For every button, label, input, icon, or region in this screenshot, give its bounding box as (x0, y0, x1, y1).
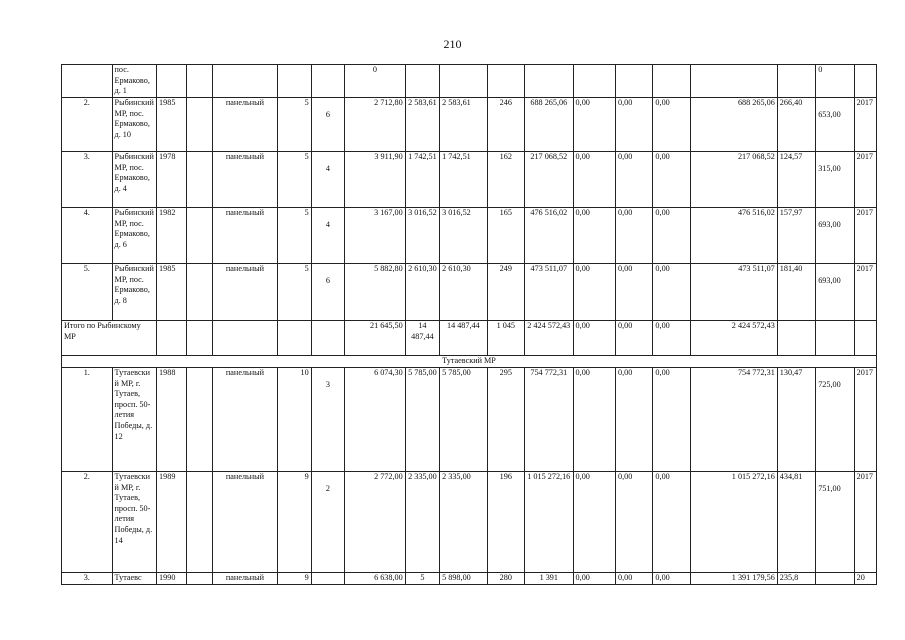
table-cell: 3 (311, 368, 344, 472)
table-cell: 2 335,00 (440, 472, 488, 573)
table-cell: 2017 (854, 264, 876, 321)
table-cell: 2017 (854, 98, 876, 152)
table-cell (525, 65, 574, 98)
table-cell (854, 65, 876, 98)
table-cell: 181,40 (777, 264, 815, 321)
table-cell: 4 (311, 208, 344, 264)
table-cell: 0,00 (616, 98, 653, 152)
table-cell: 0,00 (616, 208, 653, 264)
table-cell: панельный (212, 98, 278, 152)
table-cell: 235,8 (777, 573, 815, 585)
table-cell: 0,00 (653, 573, 690, 585)
table-cell: 0,00 (573, 208, 615, 264)
table-cell: 6 074,30 (345, 368, 406, 472)
table-cell: 688 265,06 (690, 98, 777, 152)
share-cell: 0 (345, 65, 406, 98)
table-cell (405, 65, 439, 98)
table-row (62, 65, 877, 98)
table-cell: 1 045 (487, 321, 524, 356)
table-cell: 653,00 (816, 98, 854, 152)
table-cell: 688 265,06 (525, 98, 574, 152)
table-cell: 5 785,00 (405, 368, 439, 472)
table-cell: 196 (487, 472, 524, 573)
table-cell: панельный (212, 208, 278, 264)
table-cell: панельный (212, 264, 278, 321)
table-cell: 2017 (854, 368, 876, 472)
table-cell (573, 65, 615, 98)
table-cell: 1988 (157, 368, 187, 472)
table-cell (278, 321, 311, 356)
table-cell: 1990 (157, 573, 187, 585)
table-cell: 3 167,00 (345, 208, 406, 264)
table-cell: панельный (212, 368, 278, 472)
table-cell (157, 321, 187, 356)
table-cell: 0,00 (616, 321, 653, 356)
table-cell: Тутаевс (112, 573, 156, 585)
table-cell: 2 712,80 (345, 98, 406, 152)
table-cell (187, 573, 212, 585)
table-cell: 5 (278, 98, 311, 152)
total-row (62, 321, 877, 356)
table-cell: 295 (487, 368, 524, 472)
table-cell (62, 65, 113, 98)
section-header-row (62, 356, 877, 368)
table-cell: Рыбинский МР, пос. Ермаково, д. 8 (112, 264, 156, 321)
section-title: Тутаевский МР (62, 356, 877, 368)
table-cell: 0,00 (573, 321, 615, 356)
limit-cell: 0 (816, 65, 854, 98)
table-cell: 0,00 (653, 152, 690, 208)
table-cell (187, 368, 212, 472)
table-cell: 3. (62, 573, 113, 585)
table-cell (653, 65, 690, 98)
table-cell: 315,00 (816, 152, 854, 208)
table-cell: 14 487,44 (405, 321, 439, 356)
table-cell: панельный (212, 472, 278, 573)
table-cell: 1978 (157, 152, 187, 208)
table-cell: 0,00 (573, 573, 615, 585)
table-cell: 2 (311, 472, 344, 573)
table-cell (157, 65, 187, 98)
table-cell: 754 772,31 (525, 368, 574, 472)
table-cell: 20 (854, 573, 876, 585)
table-cell: 0,00 (653, 368, 690, 472)
table-cell: 2 610,30 (440, 264, 488, 321)
table-cell: 0,00 (653, 208, 690, 264)
table-cell: 0,00 (616, 152, 653, 208)
table-cell: 2 583,61 (440, 98, 488, 152)
table-row (62, 472, 877, 573)
table-cell (487, 65, 524, 98)
table-cell: 5 (278, 152, 311, 208)
table-cell: 1 391 179,56 (690, 573, 777, 585)
table-cell: 2 424 572,43 (690, 321, 777, 356)
table-cell: 1 742,51 (405, 152, 439, 208)
table-cell: 1982 (157, 208, 187, 264)
table-cell (311, 573, 344, 585)
table-cell (187, 208, 212, 264)
table-row (62, 98, 877, 152)
table-cell: 2 772,00 (345, 472, 406, 573)
table-cell: 0,00 (616, 264, 653, 321)
table-cell: 0,00 (573, 98, 615, 152)
table-cell: 1989 (157, 472, 187, 573)
table-cell: 725,00 (816, 368, 854, 472)
table-cell: 124,57 (777, 152, 815, 208)
table-cell: 5 (405, 573, 439, 585)
table-cell: 0,00 (616, 472, 653, 573)
table-cell: 751,00 (816, 472, 854, 573)
table-cell: 0,00 (616, 368, 653, 472)
table-cell: 476 516,02 (690, 208, 777, 264)
table-cell (311, 65, 344, 98)
table-cell: 246 (487, 98, 524, 152)
table-cell: Тутаевский МР, г. Тутаев, просп. 50-летия Победы, д. 12 (112, 368, 156, 472)
table-cell: 1 742,51 (440, 152, 488, 208)
table-cell: 0,00 (653, 98, 690, 152)
table-cell: 21 645,50 (345, 321, 406, 356)
table-cell: 2 335,00 (405, 472, 439, 573)
table-cell (777, 65, 815, 98)
table-row (62, 152, 877, 208)
table-row (62, 264, 877, 321)
table-cell: 2. (62, 472, 113, 573)
table-cell: 162 (487, 152, 524, 208)
table-cell: 1 391 (525, 573, 574, 585)
table-cell: 0,00 (616, 573, 653, 585)
table-row (62, 208, 877, 264)
table-cell: 217 068,52 (525, 152, 574, 208)
table-cell (616, 65, 653, 98)
table-cell: 476 516,02 (525, 208, 574, 264)
table-cell: 2017 (854, 152, 876, 208)
page-number: 210 (443, 37, 462, 51)
table-cell (816, 573, 854, 585)
table-cell: 0,00 (653, 264, 690, 321)
table-cell: 0,00 (573, 368, 615, 472)
table-cell: 14 487,44 (440, 321, 488, 356)
table-cell: 249 (487, 264, 524, 321)
table-cell: 130,47 (777, 368, 815, 472)
total-label: Итого по Рыбинскому МР (62, 321, 157, 356)
table-cell (187, 65, 212, 98)
table-cell: 165 (487, 208, 524, 264)
address-cell: пос. Ермаково, д. 1 (112, 65, 156, 98)
table-cell: 3 016,52 (440, 208, 488, 264)
table-cell: Рыбинский МР, пос. Ермаково, д. 10 (112, 98, 156, 152)
table-cell: 6 (311, 264, 344, 321)
table-cell: 5 785,00 (440, 368, 488, 472)
table-cell: 0,00 (573, 264, 615, 321)
table-cell: Рыбинский МР, пос. Ермаково, д. 4 (112, 152, 156, 208)
table-cell: 473 511,07 (525, 264, 574, 321)
table-cell (187, 98, 212, 152)
table-cell (212, 321, 278, 356)
table-cell: 2. (62, 98, 113, 152)
table-cell: 1. (62, 368, 113, 472)
table-cell (187, 152, 212, 208)
table-cell: 1 015 272,16 (690, 472, 777, 573)
table-cell (187, 321, 212, 356)
table-cell: 5 898,00 (440, 573, 488, 585)
table-cell (777, 321, 815, 356)
table-cell (311, 321, 344, 356)
table-cell: 9 (278, 573, 311, 585)
table-cell: 9 (278, 472, 311, 573)
table-cell: 1985 (157, 98, 187, 152)
table-cell: 5 (278, 208, 311, 264)
table-cell (278, 65, 311, 98)
table-row (62, 368, 877, 472)
table-cell: 10 (278, 368, 311, 472)
table-cell: 4 (311, 152, 344, 208)
table-cell: Тутаевский МР, г. Тутаев, просп. 50-летия Победы, д. 14 (112, 472, 156, 573)
table-cell: 6 (311, 98, 344, 152)
table-cell: 217 068,52 (690, 152, 777, 208)
table-cell: 157,97 (777, 208, 815, 264)
table-cell: панельный (212, 152, 278, 208)
table-cell: 5 (278, 264, 311, 321)
table-cell: 280 (487, 573, 524, 585)
table-cell (212, 65, 278, 98)
table-cell: 754 772,31 (690, 368, 777, 472)
table-cell (187, 472, 212, 573)
table-cell: 1985 (157, 264, 187, 321)
table-cell: 693,00 (816, 208, 854, 264)
table-cell (816, 321, 854, 356)
table-cell (187, 264, 212, 321)
table-row (62, 573, 877, 585)
table-cell: 473 511,07 (690, 264, 777, 321)
table-cell: 5. (62, 264, 113, 321)
table-cell (854, 321, 876, 356)
table-cell: 0,00 (653, 472, 690, 573)
table-cell: 5 882,80 (345, 264, 406, 321)
table-cell: 693,00 (816, 264, 854, 321)
table-cell: 2017 (854, 472, 876, 573)
table-cell: 0,00 (653, 321, 690, 356)
table-cell (440, 65, 488, 98)
table-cell: 266,40 (777, 98, 815, 152)
table-cell: 3. (62, 152, 113, 208)
table-cell: 2 610,30 (405, 264, 439, 321)
table-cell: 3 911,90 (345, 152, 406, 208)
table-cell: 2 583,61 (405, 98, 439, 152)
table-cell (690, 65, 777, 98)
table-cell: 0,00 (573, 472, 615, 573)
table-cell: Рыбинский МР, пос. Ермаково, д. 6 (112, 208, 156, 264)
table-cell: 1 015 272,16 (525, 472, 574, 573)
table-cell: 6 638,00 (345, 573, 406, 585)
table-cell: 4. (62, 208, 113, 264)
table-cell: 2 424 572,43 (525, 321, 574, 356)
table-cell: панельный (212, 573, 278, 585)
table-cell: 434,81 (777, 472, 815, 573)
table-cell: 0,00 (573, 152, 615, 208)
table-cell: 2017 (854, 208, 876, 264)
table-cell: 3 016,52 (405, 208, 439, 264)
housing-repair-table (61, 64, 877, 585)
